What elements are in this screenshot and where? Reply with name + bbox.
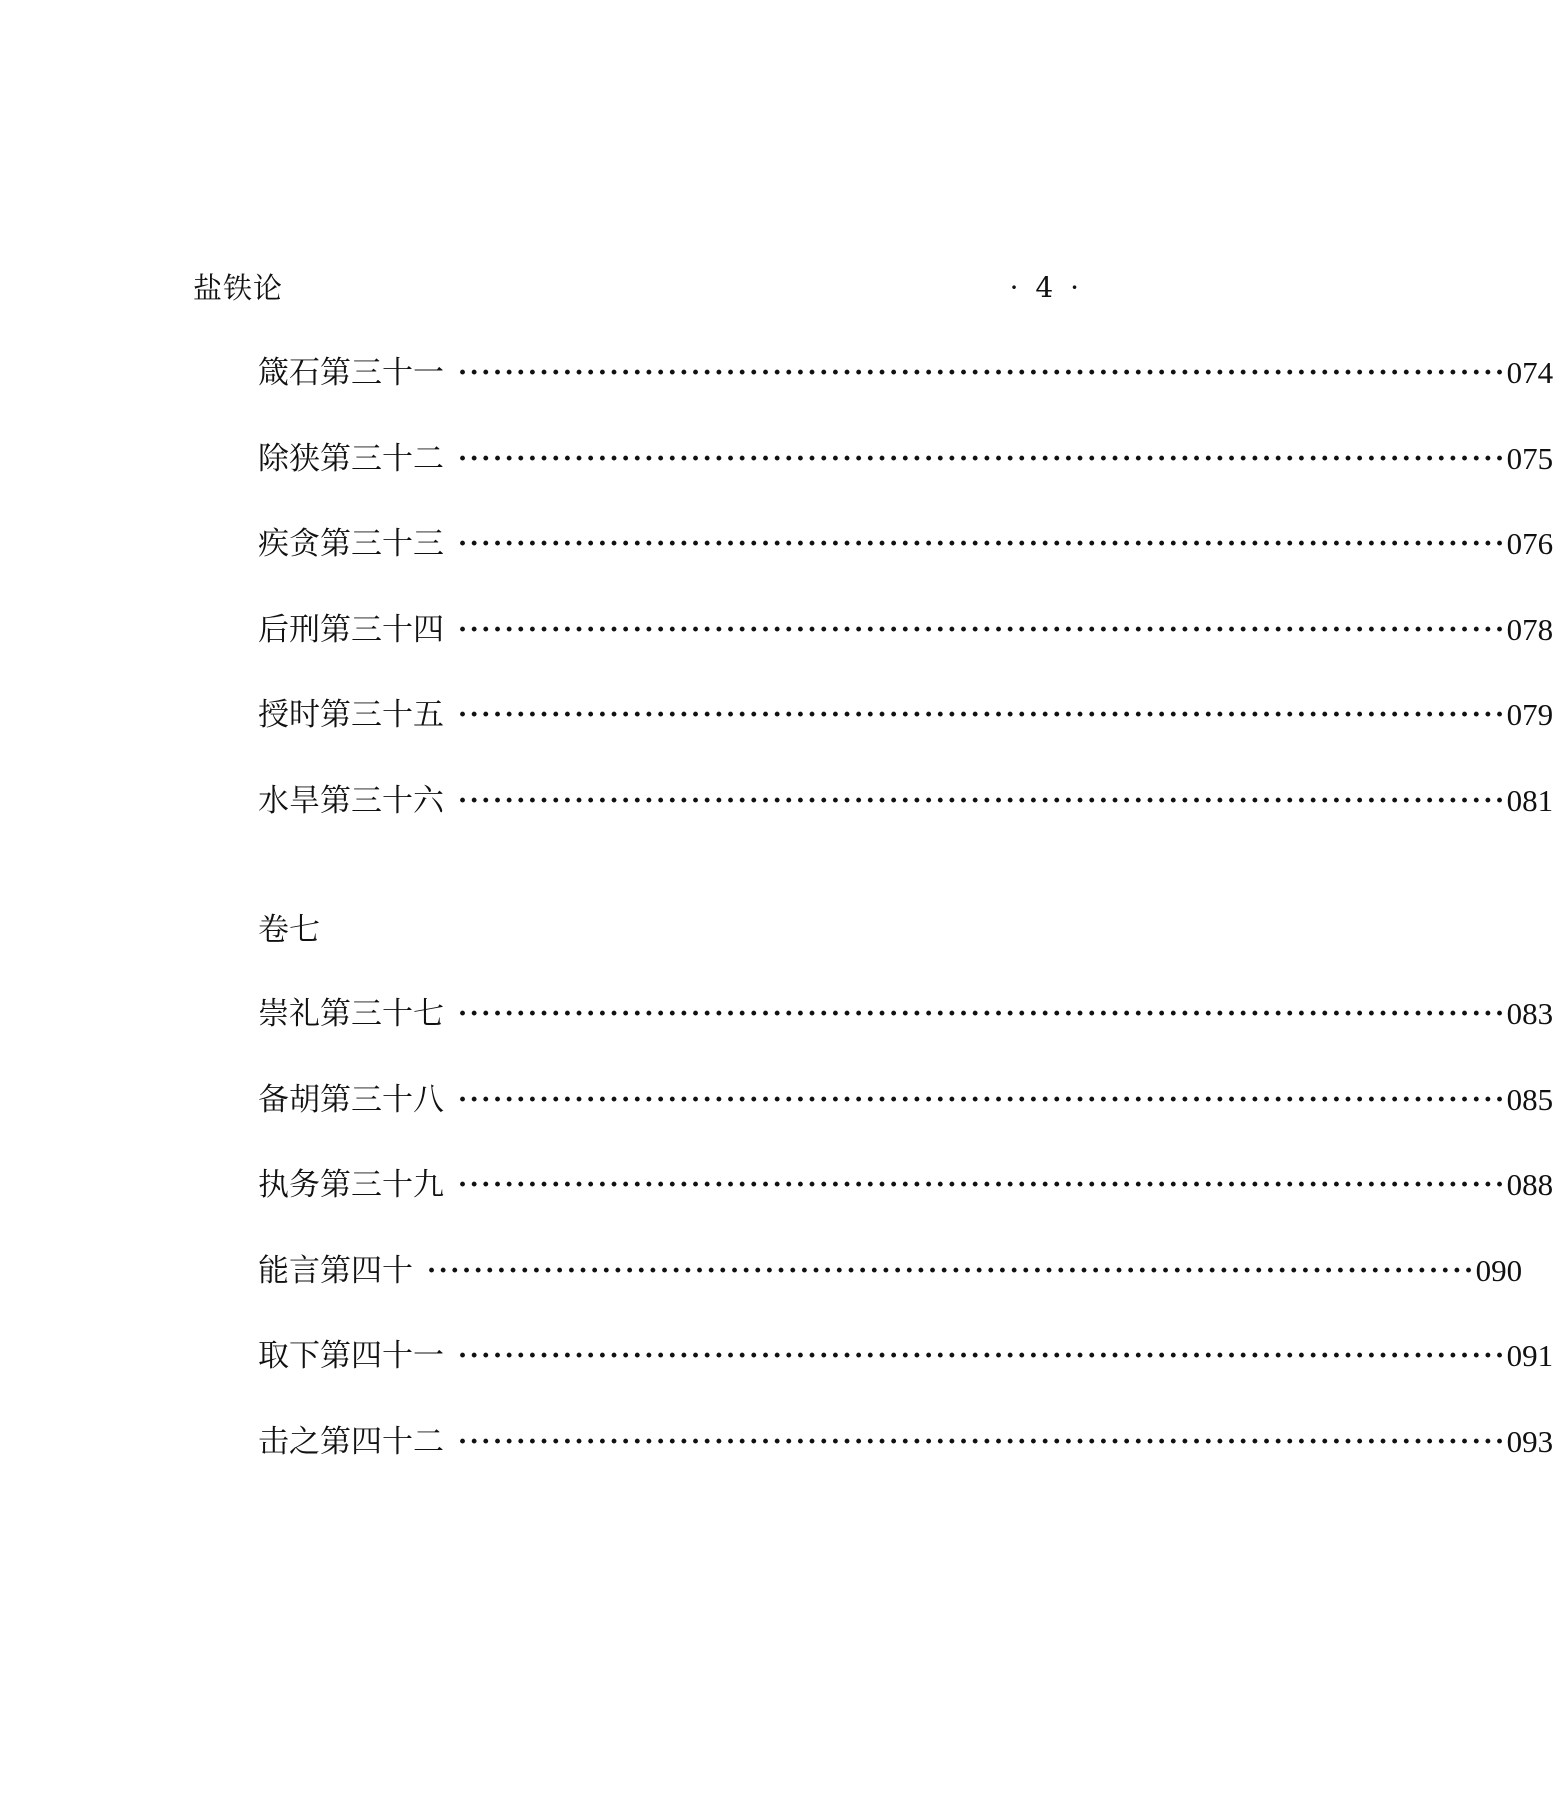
dot-leader: ·························································································· [458, 700, 1507, 730]
toc-entry[interactable] [258, 1248, 1523, 1294]
dot-leader: ·························································································· [458, 1341, 1507, 1371]
toc-entry[interactable] [258, 607, 1553, 653]
toc-entry[interactable] [258, 1419, 1553, 1465]
toc-entry-title: 授时第三十五 [258, 697, 444, 733]
page-number: · 4 · [1009, 271, 1083, 304]
toc-entry-title: 能言第四十 [258, 1253, 413, 1289]
toc-entry[interactable] [258, 1077, 1553, 1123]
toc-entry-page: 093 [1506, 1424, 1553, 1459]
toc-entry-page: 078 [1506, 612, 1553, 647]
dot-leader: ·························································································· [427, 1256, 1476, 1286]
toc-entry-title: 崇礼第三十七 [258, 996, 444, 1032]
toc-entry-title: 备胡第三十八 [258, 1082, 444, 1118]
toc-entry[interactable] [258, 692, 1553, 738]
toc-entry-page: 090 [1475, 1253, 1523, 1288]
dot-leader: ·························································································· [458, 786, 1507, 816]
toc-entry-page: 091 [1506, 1338, 1553, 1373]
toc-entry-title: 水旱第三十六 [258, 783, 444, 819]
toc-entry[interactable] [258, 991, 1553, 1037]
section-heading: 卷七 [258, 912, 320, 948]
page-header [193, 268, 1083, 308]
dot-leader: ·························································································· [458, 358, 1507, 388]
toc-entry-page: 079 [1506, 697, 1553, 732]
dot-leader: ·························································································· [458, 1170, 1507, 1200]
toc-entry[interactable] [258, 1162, 1553, 1208]
toc-entry-title: 疾贪第三十三 [258, 526, 444, 562]
toc-entry-title: 取下第四十一 [258, 1338, 444, 1374]
toc-entry-page: 076 [1506, 526, 1553, 561]
toc-entry-title: 箴石第三十一 [258, 355, 444, 391]
dot-leader: ·························································································· [458, 1085, 1507, 1115]
dot-leader: ·························································································· [458, 529, 1507, 559]
dot-leader: ·························································································· [458, 999, 1507, 1029]
toc-entry-title: 执务第三十九 [258, 1167, 444, 1203]
dot-leader: ·························································································· [458, 615, 1507, 645]
toc-entry-title: 击之第四十二 [258, 1424, 444, 1460]
toc-entry[interactable] [258, 1333, 1553, 1379]
toc-entry-title: 除狭第三十二 [258, 441, 444, 477]
toc-entry-page: 081 [1506, 783, 1553, 818]
toc-entry-page: 085 [1506, 1082, 1553, 1117]
toc-entry-title: 后刑第三十四 [258, 612, 444, 648]
toc-entry[interactable] [258, 350, 1553, 396]
toc-entry-page: 088 [1506, 1167, 1553, 1202]
dot-leader: ·························································································· [458, 1427, 1507, 1457]
toc-entry-page: 083 [1506, 996, 1553, 1031]
toc-entry[interactable] [258, 778, 1553, 824]
dot-leader: ·························································································· [458, 444, 1507, 474]
toc-entry[interactable] [258, 436, 1553, 482]
toc-entry-page: 075 [1506, 441, 1553, 476]
toc-entry[interactable] [258, 521, 1553, 567]
toc-entry-page: 074 [1506, 355, 1553, 390]
book-title: 盐铁论 [193, 271, 284, 305]
